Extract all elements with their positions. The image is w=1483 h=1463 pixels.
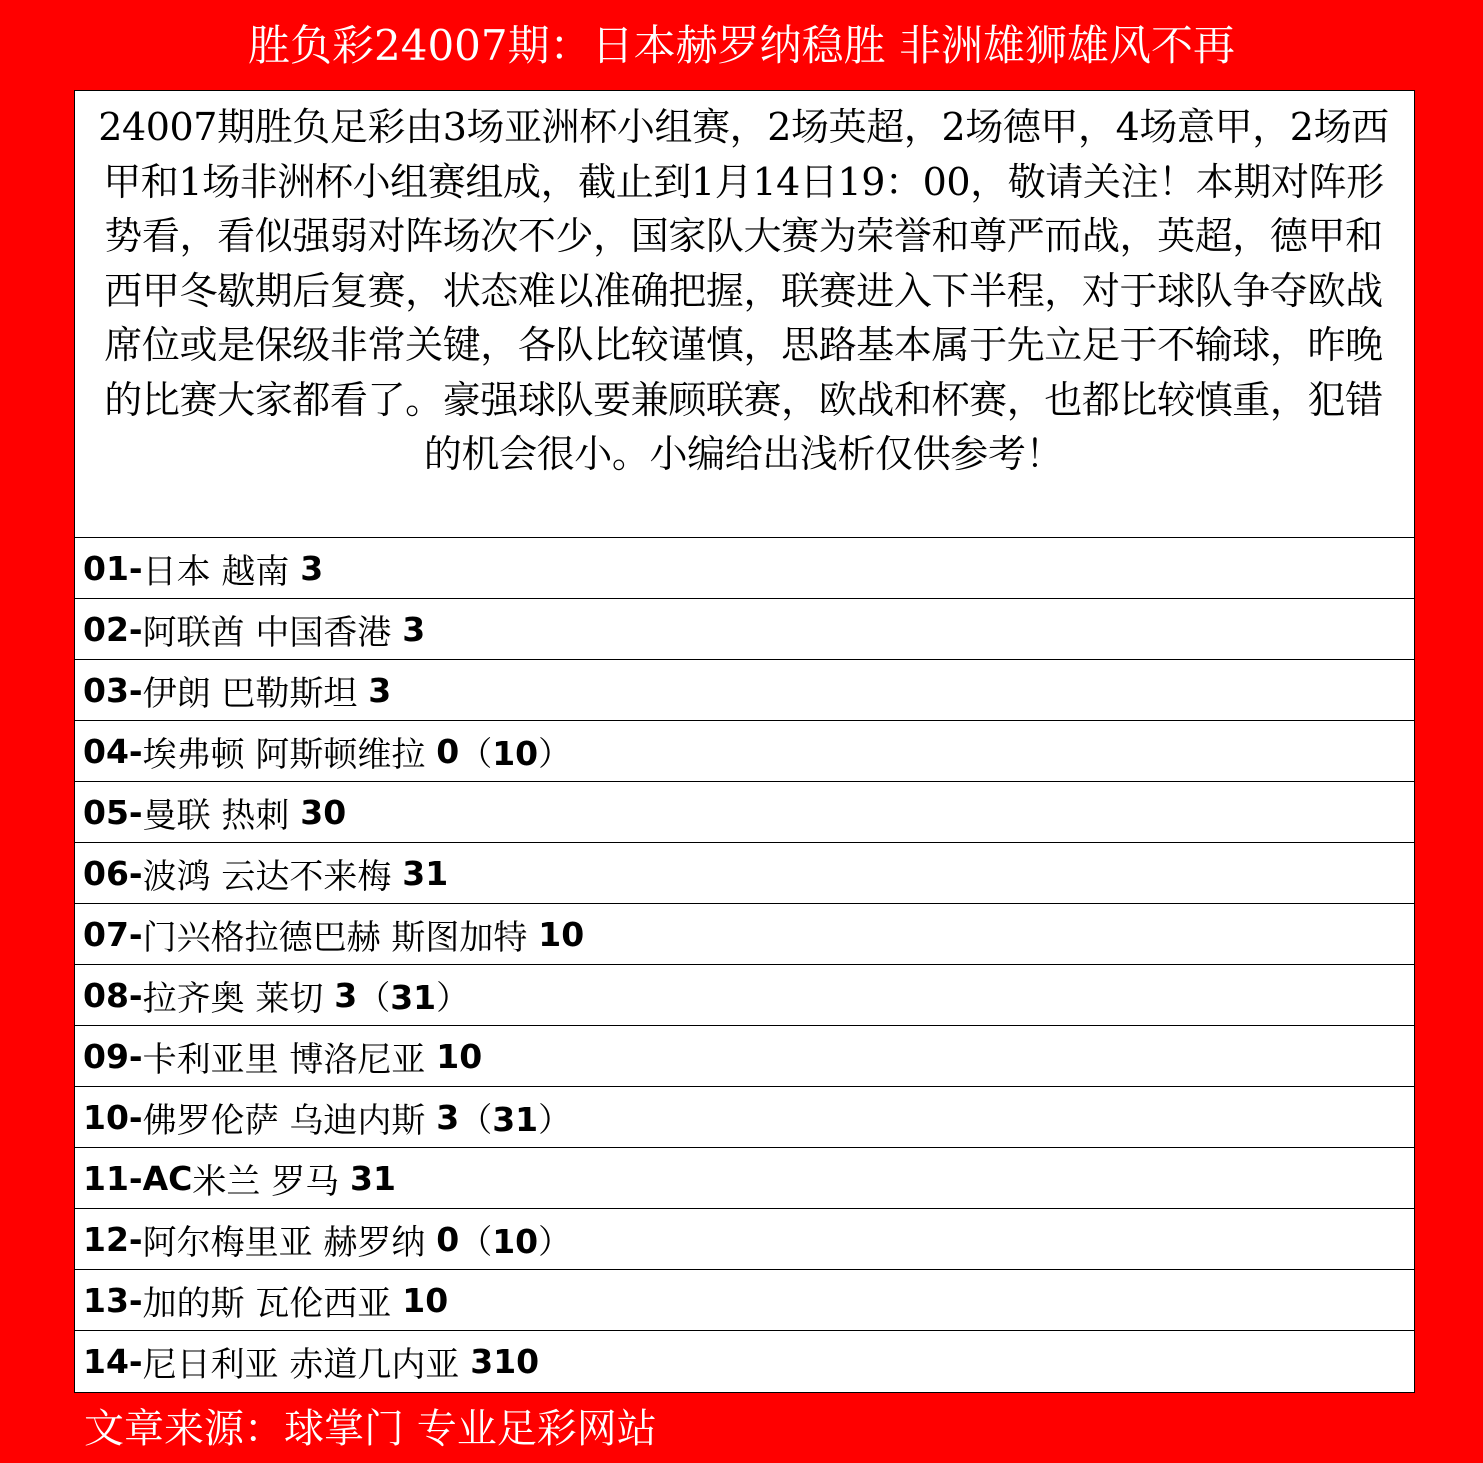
match-number: 07- xyxy=(83,914,143,954)
match-list xyxy=(75,538,1414,1392)
match-prediction: 31 xyxy=(350,1158,396,1198)
open-paren: （ xyxy=(357,977,391,1017)
article-source: 文章来源：球掌门 专业足彩网站 xyxy=(84,1406,657,1452)
match-teams: 卡利亚里 博洛尼亚 xyxy=(142,1039,437,1080)
match-teams: 阿联酋 中国香港 xyxy=(142,612,403,653)
match-prediction: 10 xyxy=(538,914,585,954)
alternative-pick: 10 xyxy=(492,733,539,773)
match-prediction: 0 xyxy=(436,731,460,771)
match-teams: 拉齐奥 莱切 xyxy=(142,978,335,1019)
match-number: 09- xyxy=(83,1036,143,1076)
match-prediction: 0 xyxy=(436,1219,460,1259)
intro-text: 24007期胜负足彩由3场亚洲杯小组赛，2场英超，2场德甲，4场意甲，2场西甲和1场非洲杯小组赛组成，截止到1月14日19：00，敬请关注！本期对阵形势看，看似强弱对阵场次不少，国家队大赛为荣誉和尊严而战，英超，德甲和西甲冬歇期后复赛，状态难以准确把握，联赛进入下半程，对于球队争夺欧战席位或是保级非常关键，各队比较谨慎，思路基本属于先立足于不输球，昨晚的比赛大家都看了。豪强球队要兼顾联赛，欧战和杯赛，也都比较慎重，犯错的机会很小。小编给出浅析仅供参考！ xyxy=(98,105,1389,476)
match-number: 14- xyxy=(83,1342,143,1381)
alternative-pick: 10 xyxy=(492,1221,539,1261)
match-number: 06- xyxy=(83,853,143,893)
alternative-pick: 31 xyxy=(492,1099,539,1139)
match-row xyxy=(75,904,1414,965)
match-alternative-prediction xyxy=(459,1216,571,1263)
match-number: 01- xyxy=(83,548,143,588)
match-number: 12- xyxy=(83,1219,143,1259)
match-row xyxy=(75,1087,1414,1148)
close-paren: ） xyxy=(538,1099,572,1139)
match-row xyxy=(75,1026,1414,1087)
match-row xyxy=(75,1331,1414,1392)
match-prediction: 3 xyxy=(436,1097,460,1137)
open-paren: （ xyxy=(459,1099,493,1139)
match-teams: 米兰 罗马 xyxy=(192,1161,351,1202)
match-row xyxy=(75,599,1414,660)
match-prediction: 3 xyxy=(300,548,324,588)
match-number: 02- xyxy=(83,609,143,649)
match-row xyxy=(75,538,1414,599)
match-prediction: 31 xyxy=(402,853,449,893)
match-prediction: 10 xyxy=(436,1036,483,1076)
match-row xyxy=(75,1209,1414,1270)
alternative-pick: 31 xyxy=(390,977,437,1017)
match-prediction: 310 xyxy=(470,1342,540,1381)
match-prediction: 3 xyxy=(368,670,392,710)
close-paren: ） xyxy=(538,733,572,773)
match-number: 04- xyxy=(83,731,143,771)
match-number: 05- xyxy=(83,792,143,832)
content-panel xyxy=(74,90,1415,1393)
match-teams: 伊朗 巴勒斯坦 xyxy=(142,673,369,714)
match-teams: 门兴格拉德巴赫 斯图加特 xyxy=(142,917,539,958)
close-paren: ） xyxy=(538,1221,572,1261)
match-row xyxy=(75,721,1414,782)
match-row xyxy=(75,1148,1414,1209)
intro-box xyxy=(75,91,1414,538)
match-teams: 尼日利亚 赤道几内亚 xyxy=(142,1345,471,1385)
match-number: 10- xyxy=(83,1097,143,1137)
match-prediction: 3 xyxy=(334,975,358,1015)
match-teams: 埃弗顿 阿斯顿维拉 xyxy=(142,734,437,775)
match-prediction: 30 xyxy=(300,792,347,832)
match-row xyxy=(75,1270,1414,1331)
match-teams: 波鸿 云达不来梅 xyxy=(142,856,403,897)
match-number: 13- xyxy=(83,1280,143,1320)
match-prediction: 10 xyxy=(402,1280,449,1320)
close-paren: ） xyxy=(436,977,470,1017)
match-number: 08- xyxy=(83,975,143,1015)
match-row xyxy=(75,965,1414,1026)
match-teams: 日本 越南 xyxy=(142,551,301,592)
match-alternative-prediction xyxy=(357,972,469,1019)
match-prediction: 3 xyxy=(402,609,426,649)
match-number: 03- xyxy=(83,670,143,710)
match-alternative-prediction xyxy=(459,1094,571,1141)
match-row xyxy=(75,660,1414,721)
match-row xyxy=(75,782,1414,843)
match-teams: 曼联 热刺 xyxy=(142,795,301,836)
match-alternative-prediction xyxy=(459,728,571,775)
match-teams: 阿尔梅里亚 赫罗纳 xyxy=(142,1222,437,1263)
match-teams: 佛罗伦萨 乌迪内斯 xyxy=(142,1100,437,1141)
open-paren: （ xyxy=(459,1221,493,1261)
page-title: 胜负彩24007期：日本赫罗纳稳胜 非洲雄狮雄风不再 xyxy=(248,21,1235,70)
match-teams: 加的斯 瓦伦西亚 xyxy=(142,1283,403,1324)
match-number: 11-AC xyxy=(83,1158,193,1198)
open-paren: （ xyxy=(459,733,493,773)
match-row xyxy=(75,843,1414,904)
